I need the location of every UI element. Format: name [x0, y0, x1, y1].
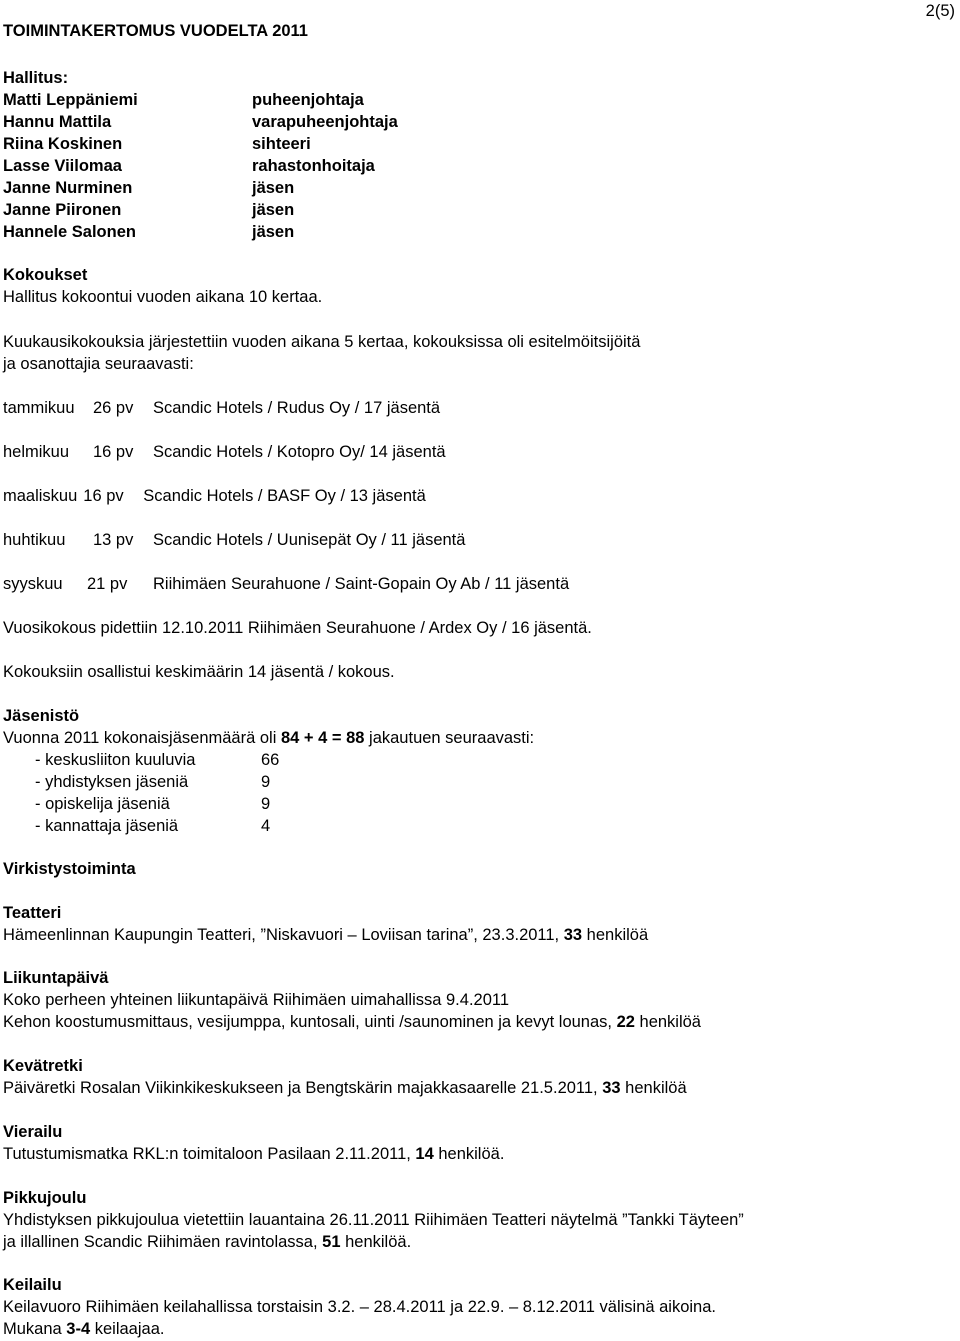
board-meetings-line: Hallitus kokoontui vuoden aikana 10 kertaa. — [3, 288, 323, 306]
theatre-text: Hämeenlinnan Kaupungin Teatteri, ”Niskavuori – Loviisan tarina”, 23.3.2011, — [3, 926, 564, 944]
spring-trip-line — [3, 1077, 687, 1099]
spring-trip-unit: henkilöä — [620, 1079, 687, 1097]
sports-day-section — [3, 967, 701, 1033]
annual-meeting-line: Vuosikokous pidettiin 12.10.2011 Riihimäen Seurahuone / Ardex Oy / 16 jäsentä. — [3, 619, 592, 637]
page-number: 2(5) — [925, 2, 955, 20]
christmas-party-heading: Pikkujoulu — [3, 1189, 87, 1207]
visit-count: 14 — [415, 1145, 434, 1163]
membership-item-label: - kannattaja jäseniä — [35, 817, 179, 835]
membership-item-label: - yhdistyksen jäseniä — [35, 773, 189, 791]
membership-section — [3, 705, 534, 837]
meeting-month: helmikuu — [3, 443, 70, 461]
spring-trip-text: Päiväretki Rosalan Viikinkikeskukseen ja Bengtskärin majakkasaarelle 21.5.2011, — [3, 1079, 603, 1097]
bowling-text: Mukana — [3, 1320, 67, 1338]
christmas-party-unit: henkilöä. — [340, 1233, 412, 1251]
visit-heading: Vierailu — [3, 1123, 63, 1141]
board-member-row — [3, 89, 398, 111]
board-heading: Hallitus: — [3, 69, 69, 87]
meetings-intro-line-2: ja osanottajia seuraavasti: — [3, 355, 194, 373]
meeting-month: huhtikuu — [3, 531, 66, 549]
meeting-day: 21 pv — [87, 575, 128, 593]
meetings-heading: Kokoukset — [3, 266, 88, 284]
board-member-role: rahastonhoitaja — [252, 157, 375, 175]
board-section — [3, 67, 398, 243]
meeting-day: 26 pv — [93, 399, 134, 417]
membership-item-value: 9 — [261, 773, 271, 791]
theatre-unit: henkilöä — [582, 926, 649, 944]
board-member-row — [3, 111, 398, 133]
spring-trip-heading: Kevätretki — [3, 1057, 83, 1075]
membership-item-value: 66 — [261, 751, 280, 769]
board-member-role: sihteeri — [252, 135, 311, 153]
christmas-party-section — [3, 1187, 744, 1253]
board-member-name: Janne Nurminen — [3, 179, 133, 197]
board-member-name: Hannele Salonen — [3, 223, 136, 241]
document-title: TOIMINTAKERTOMUS VUODELTA 2011 — [3, 22, 308, 40]
membership-item — [3, 815, 534, 837]
theatre-line — [3, 924, 648, 946]
meetings-intro-line-1: Kuukausikokouksia järjestettiin vuoden aikana 5 kertaa, kokouksissa oli esitelmöitsijöitä — [3, 333, 641, 351]
meeting-detail: Scandic Hotels / BASF Oy / 13 jäsentä — [143, 487, 426, 505]
membership-item-label: - keskusliiton kuuluvia — [35, 751, 196, 769]
meeting-month: maaliskuu — [3, 487, 78, 505]
board-member-row — [3, 133, 398, 155]
membership-item-value: 9 — [261, 795, 271, 813]
meetings-section — [3, 264, 322, 308]
meeting-day: 16 pv — [93, 443, 134, 461]
meeting-detail: Scandic Hotels / Uunisepät Oy / 11 jäsentä — [153, 531, 466, 549]
meeting-row — [3, 573, 569, 617]
board-member-name: Hannu Mattila — [3, 113, 112, 131]
membership-total-post: jakautuen seuraavasti: — [364, 729, 535, 747]
visit-unit: henkilöä. — [433, 1145, 505, 1163]
bowling-line-1: Keilavuoro Riihimäen keilahallissa torstaisin 3.2. – 28.4.2011 ja 22.9. – 8.12.2011 välisinä aikoina. — [3, 1298, 716, 1316]
membership-breakdown — [3, 749, 534, 837]
meeting-detail: Scandic Hotels / Kotopro Oy/ 14 jäsentä — [153, 443, 446, 461]
board-member-name: Matti Leppäniemi — [3, 91, 138, 109]
sports-day-line-2 — [3, 1011, 701, 1033]
sports-day-unit: henkilöä — [634, 1013, 701, 1031]
board-members — [3, 89, 398, 243]
christmas-party-line-1: Yhdistyksen pikkujoulua vietettiin lauantaina 26.11.2011 Riihimäen Teatteri näytelmä ”Tankki Täyteen” — [3, 1211, 744, 1229]
membership-item-label: - opiskelija jäseniä — [35, 795, 170, 813]
bowling-heading: Keilailu — [3, 1276, 62, 1294]
bowling-unit: keilaajaa. — [90, 1320, 165, 1338]
sports-day-text: Kehon koostumusmittaus, vesijumppa, kuntosali, uinti /saunominen ja kevyt lounas, — [3, 1013, 617, 1031]
meeting-row — [3, 441, 569, 485]
monthly-meetings-intro — [3, 331, 640, 375]
board-member-row — [3, 177, 398, 199]
meeting-detail: Scandic Hotels / Rudus Oy / 17 jäsentä — [153, 399, 441, 417]
meeting-row — [3, 397, 569, 441]
meeting-day: 13 pv — [93, 531, 134, 549]
membership-total-line — [3, 727, 534, 749]
sports-day-heading: Liikuntapäivä — [3, 969, 109, 987]
meeting-row — [3, 529, 569, 573]
bowling-line-2 — [3, 1318, 716, 1340]
christmas-party-text: ja illallinen Scandic Riihimäen ravintolassa, — [3, 1233, 323, 1251]
christmas-party-count: 51 — [322, 1233, 341, 1251]
sports-day-count: 22 — [616, 1013, 635, 1031]
board-member-role: jäsen — [252, 201, 295, 219]
theatre-section — [3, 902, 648, 946]
board-member-role: puheenjohtaja — [252, 91, 364, 109]
bowling-count: 3-4 — [66, 1320, 91, 1338]
recreation-heading: Virkistystoiminta — [3, 860, 136, 878]
meeting-month: tammikuu — [3, 399, 75, 417]
theatre-count: 33 — [563, 926, 583, 944]
membership-heading: Jäsenistö — [3, 707, 80, 725]
meeting-row — [3, 485, 569, 529]
bowling-section — [3, 1274, 716, 1340]
visit-text: Tutustumismatka RKL:n toimitaloon Pasilaan 2.11.2011, — [3, 1145, 416, 1163]
sports-day-line-1: Koko perheen yhteinen liikuntapäivä Riihimäen uimahallissa 9.4.2011 — [3, 991, 510, 1009]
board-member-role: jäsen — [252, 179, 295, 197]
theatre-heading: Teatteri — [3, 904, 62, 922]
christmas-party-line-2 — [3, 1231, 744, 1253]
meeting-day: 16 pv — [83, 487, 124, 505]
membership-item — [3, 749, 534, 771]
meeting-detail: Riihimäen Seurahuone / Saint-Gopain Oy Ab / 11 jäsentä — [153, 575, 570, 593]
average-attendance-line: Kokouksiin osallistui keskimäärin 14 jäsentä / kokous. — [3, 663, 395, 681]
spring-trip-section — [3, 1055, 687, 1099]
membership-total-pre: Vuonna 2011 kokonaisjäsenmäärä oli — [3, 729, 281, 747]
board-member-name: Riina Koskinen — [3, 135, 123, 153]
membership-item — [3, 771, 534, 793]
membership-item-value: 4 — [261, 817, 271, 835]
board-member-role: varapuheenjohtaja — [252, 113, 398, 131]
visit-line — [3, 1143, 504, 1165]
board-member-row — [3, 199, 398, 221]
board-member-row — [3, 221, 398, 243]
board-member-role: jäsen — [252, 223, 295, 241]
meeting-month: syyskuu — [3, 575, 63, 593]
spring-trip-count: 33 — [602, 1079, 621, 1097]
visit-section — [3, 1121, 504, 1165]
meeting-list — [3, 397, 569, 617]
board-member-name: Lasse Viilomaa — [3, 157, 122, 175]
membership-item — [3, 793, 534, 815]
membership-total-value: 84 + 4 = 88 — [280, 729, 365, 747]
board-member-name: Janne Piironen — [3, 201, 122, 219]
board-member-row — [3, 155, 398, 177]
